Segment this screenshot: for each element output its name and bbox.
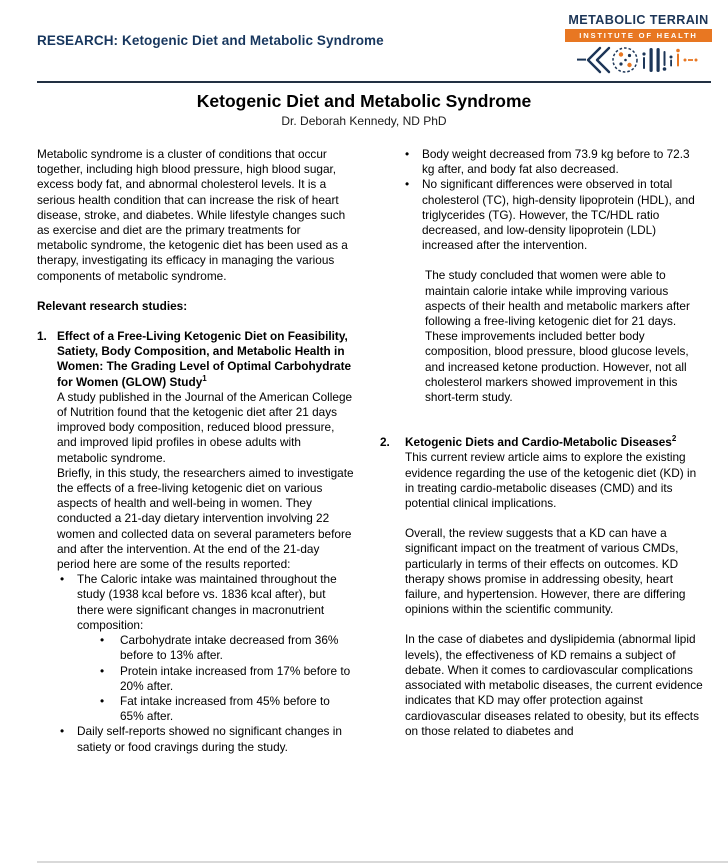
- right-column: [375, 147, 703, 739]
- study-1-number: 1.: [37, 329, 47, 344]
- study-2-number: 2.: [380, 435, 390, 450]
- study-1-item: [37, 329, 354, 755]
- metabolic-terrain-logo-icon: [565, 45, 712, 75]
- bullet-cholesterol: • No significant differences were observed in total cholesterol (TC), high-density lipoprotein (HDL), and triglycerides (TG). However, the TC/HDL ratio decreased, and low-density lipoprotein (LDL) increased after the intervention.: [402, 177, 703, 253]
- bullet-marker: [402, 147, 422, 177]
- logo-tagline-bar: INSTITUTE OF HEALTH: [565, 29, 712, 42]
- study-1-bullets-continued: [402, 147, 703, 253]
- subbullet-protein: • Protein intake increased from 17% before to 20% after.: [99, 664, 354, 694]
- study-2-title-text: Ketogenic Diets and Cardio-Metabolic Diseases: [405, 435, 672, 450]
- bullet-marker: [57, 572, 77, 633]
- intro-paragraph: Metabolic syndrome is a cluster of conditions that occur together, including high blood pressure, high blood sugar, excess body fat, and abnormal cholesterol levels. It is a serious health condition that can increase the risk of heart disease, stroke, and diabetes. While lifestyle changes such as exercise and diet are the primary treatments for metabolic syndrome, the ketogenic diet has been used as a therapy, investigating its efficacy in managing the various components of metabolic syndrome.: [37, 147, 348, 283]
- bullet-caloric-intake: • The Caloric intake was maintained throughout the study (1938 kcal before vs. 1836 kcal after), but there were significant changes in macronutrient composition:: [57, 572, 354, 633]
- study-2-item: [380, 435, 703, 739]
- document-kicker: RESEARCH: Ketogenic Diet and Metabolic Syndrome: [37, 33, 384, 48]
- author-byline: Dr. Deborah Kennedy, ND PhD: [281, 114, 447, 128]
- bullet-marker: [402, 177, 422, 253]
- bullet-marker: [57, 724, 77, 754]
- bullet-marker: [99, 694, 120, 724]
- bullet-body-weight: • Body weight decreased from 73.9 kg before to 72.3 kg after, and body fat also decreased.: [402, 147, 703, 177]
- bullet-marker: [99, 633, 120, 663]
- logo-wordmark: METABOLIC TERRAIN: [568, 13, 709, 27]
- study-1-title-superscript: 1: [202, 373, 207, 383]
- bullet-marker: [99, 664, 120, 694]
- study-2-paragraph-1: This current review article aims to explore the existing evidence regarding the use of the ketogenic diet (KD) in in treating cardio-metabolic diseases (CMD) and its potential clinical implications.: [405, 450, 697, 511]
- study-1-conclusion: The study concluded that women were able to maintain calorie intake while improving various aspects of their health and metabolic markers after following a free-living ketogenic diet for 21 days. These improvements included better body composition, blood pressure, blood glucose levels, and increased ketone production. However, not all cholesterol markers showed improvement in this short-term study.: [425, 268, 690, 405]
- subbullet-carbohydrate: • Carbohydrate intake decreased from 36% before to 13% after.: [99, 633, 354, 663]
- study-1-paragraph-1: A study published in the Journal of the American College of Nutrition found that the ketogenic diet after 21 days improved body composition, reduced blood pressure, and improved lipid profiles in obese adults with metabolic syndrome.: [57, 389, 353, 465]
- study-2-paragraph-2: Overall, the review suggests that a KD can have a significant impact on the treatment of various CMDs, particularly in terms of their effects on outcomes. KD therapy shows promise in addressing obesity, heart failure, and hypertension. However, there are differing opinions within the scientific community.: [405, 526, 686, 617]
- study-1-title: [57, 329, 351, 389]
- metabolic-terrain-logo: [565, 13, 712, 75]
- study-1-title-text: Effect of a Free-Living Ketogenic Diet on Feasibility, Satiety, Body Composition, and Metabolic Health in Women: The Grading Level of Optimal Carbohydrate for Women (GLOW) Study: [57, 329, 352, 389]
- study-2-paragraph-3: In the case of diabetes and dyslipidemia (abnormal lipid levels), the effectiveness of KD remains a subject of debate. When it comes to cardiovascular complications associated with metabolic diseases, the current evidence indicates that KD may offer protection against cardiovascular diseases related to obesity, but its effects on those related to diabetes and: [405, 632, 703, 738]
- section-heading: Relevant research studies:: [37, 298, 188, 313]
- study-2-title: [405, 435, 676, 449]
- left-column: [37, 147, 354, 755]
- subbullet-fat: • Fat intake increased from 45% before to 65% after.: [99, 694, 354, 724]
- study-2-content: [405, 435, 703, 739]
- page-title: Ketogenic Diet and Metabolic Syndrome: [196, 91, 532, 111]
- header-divider: [37, 81, 711, 83]
- page-bottom-divider: [37, 861, 728, 863]
- study-1-content: [57, 329, 354, 755]
- bullet-satiety: • Daily self-reports showed no significant changes in satiety or food cravings during the study.: [57, 724, 354, 754]
- study-1-paragraph-2: Briefly, in this study, the researchers aimed to investigate the effects of a free-living ketogenic diet on various aspects of health and well-being in women. They conducted a 21-day dietary intervention involving 22 women and collected data on several parameters before and after the intervention. At the end of the 21-day period here are some of the results reported:: [57, 465, 354, 572]
- study-2-title-superscript: 2: [671, 434, 677, 444]
